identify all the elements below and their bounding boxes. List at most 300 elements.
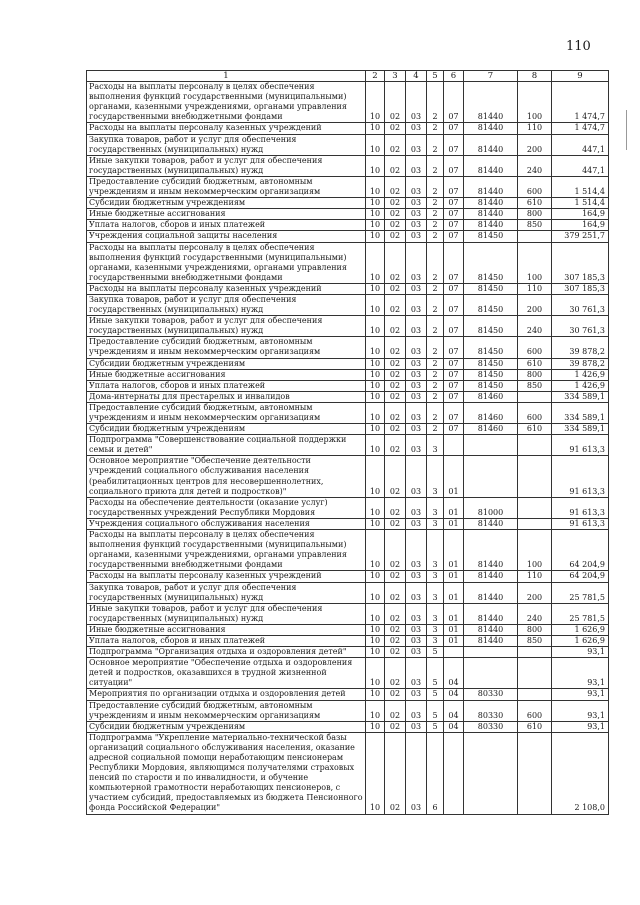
- amount-cell: 25 781,5: [552, 582, 609, 603]
- program-code-cell: 03: [406, 635, 427, 646]
- subsection-code-cell: 02: [385, 402, 406, 423]
- amount-cell: 164,9: [552, 220, 609, 231]
- section-code-cell: 10: [366, 176, 385, 197]
- direction-code-cell: 80330: [464, 700, 518, 721]
- table-row: [87, 732, 609, 814]
- table-row: [87, 582, 609, 603]
- event-code-cell: 07: [444, 242, 464, 283]
- amount-cell: 1 426,9: [552, 369, 609, 380]
- amount-cell: 379 251,7: [552, 231, 609, 242]
- section-code-cell: 10: [366, 700, 385, 721]
- subprogram-code-cell: 3: [427, 530, 444, 571]
- direction-code-cell: 81450: [464, 316, 518, 337]
- direction-code-cell: 81460: [464, 391, 518, 402]
- direction-code-cell: 81450: [464, 380, 518, 391]
- section-code-cell: 10: [366, 337, 385, 358]
- section-code-cell: 10: [366, 456, 385, 497]
- direction-code-cell: 81450: [464, 231, 518, 242]
- amount-cell: 1 426,9: [552, 380, 609, 391]
- subsection-code-cell: 02: [385, 647, 406, 658]
- section-code-cell: 10: [366, 658, 385, 689]
- subsection-code-cell: 02: [385, 658, 406, 689]
- program-code-cell: 03: [406, 424, 427, 435]
- row-name-cell: Основное мероприятие "Обеспечение отдыха и оздоровления детей и подростков, оказавшихся в трудной жизненной ситуации": [87, 658, 366, 689]
- header-cell: 1: [87, 71, 366, 82]
- section-code-cell: 10: [366, 155, 385, 176]
- amount-cell: 93,1: [552, 700, 609, 721]
- subprogram-code-cell: 3: [427, 582, 444, 603]
- row-name-cell: Основное мероприятие "Обеспечение деятельности учреждений социального обслуживания населения (реабилитационных центров для несовершеннолетних, социального приюта для детей и подростков)": [87, 456, 366, 497]
- program-code-cell: 03: [406, 231, 427, 242]
- section-code-cell: 10: [366, 283, 385, 294]
- table-row: [87, 242, 609, 283]
- subsection-code-cell: 02: [385, 369, 406, 380]
- subsection-code-cell: 02: [385, 220, 406, 231]
- section-code-cell: 10: [366, 435, 385, 456]
- table-row: [87, 700, 609, 721]
- expense-type-cell: 610: [518, 198, 552, 209]
- event-code-cell: 04: [444, 700, 464, 721]
- row-name-cell: Расходы на выплаты персоналу в целях обеспечения выполнения функций государственными (муниципальными) органами, казенными учреждениями, органами управления государственными внебюджетными фондами: [87, 530, 366, 571]
- table-row: [87, 424, 609, 435]
- event-code-cell: 07: [444, 209, 464, 220]
- amount-cell: 30 761,3: [552, 316, 609, 337]
- event-code-cell: 07: [444, 294, 464, 315]
- subsection-code-cell: 02: [385, 82, 406, 123]
- subsection-code-cell: 02: [385, 689, 406, 700]
- expense-type-cell: [518, 435, 552, 456]
- expense-type-cell: 200: [518, 582, 552, 603]
- program-code-cell: 03: [406, 155, 427, 176]
- expense-type-cell: 800: [518, 209, 552, 220]
- row-name-cell: Предоставление субсидий бюджетным, автономным учреждениям и иным некоммерческим организациям: [87, 700, 366, 721]
- subsection-code-cell: 02: [385, 337, 406, 358]
- row-name-cell: Субсидии бюджетным учреждениям: [87, 358, 366, 369]
- event-code-cell: 04: [444, 721, 464, 732]
- amount-cell: 91 613,3: [552, 435, 609, 456]
- table-row: [87, 155, 609, 176]
- program-code-cell: 03: [406, 603, 427, 624]
- expense-type-cell: 200: [518, 294, 552, 315]
- amount-cell: 1 626,9: [552, 624, 609, 635]
- amount-cell: 1 474,7: [552, 82, 609, 123]
- event-code-cell: 01: [444, 530, 464, 571]
- row-name-cell: Расходы на обеспечение деятельности (оказание услуг) государственных учреждений Республики Мордовия: [87, 497, 366, 518]
- row-name-cell: Иные закупки товаров, работ и услуг для обеспечения государственных (муниципальных) нужд: [87, 316, 366, 337]
- subprogram-code-cell: 2: [427, 380, 444, 391]
- table-row: [87, 134, 609, 155]
- section-code-cell: 10: [366, 402, 385, 423]
- row-name-cell: Предоставление субсидий бюджетным, автономным учреждениям и иным некоммерческим организациям: [87, 176, 366, 197]
- section-code-cell: 10: [366, 732, 385, 814]
- subsection-code-cell: 02: [385, 231, 406, 242]
- section-code-cell: 10: [366, 689, 385, 700]
- table-row: [87, 635, 609, 646]
- expense-type-cell: [518, 456, 552, 497]
- expense-type-cell: 110: [518, 123, 552, 134]
- event-code-cell: 07: [444, 155, 464, 176]
- program-code-cell: 03: [406, 571, 427, 582]
- program-code-cell: 03: [406, 530, 427, 571]
- program-code-cell: 03: [406, 220, 427, 231]
- row-name-cell: Иные закупки товаров, работ и услуг для обеспечения государственных (муниципальных) нужд: [87, 155, 366, 176]
- direction-code-cell: [464, 456, 518, 497]
- expense-type-cell: [518, 658, 552, 689]
- program-code-cell: 03: [406, 283, 427, 294]
- table-row: [87, 283, 609, 294]
- table-row: [87, 518, 609, 529]
- row-name-cell: Предоставление субсидий бюджетным, автономным учреждениям и иным некоммерческим организациям: [87, 402, 366, 423]
- row-name-cell: Иные бюджетные ассигнования: [87, 209, 366, 220]
- direction-code-cell: 81450: [464, 242, 518, 283]
- header-cell: 5: [427, 71, 444, 82]
- row-name-cell: Учреждения социального обслуживания населения: [87, 518, 366, 529]
- subsection-code-cell: 02: [385, 603, 406, 624]
- direction-code-cell: 81440: [464, 176, 518, 197]
- expense-type-cell: 240: [518, 603, 552, 624]
- section-code-cell: 10: [366, 721, 385, 732]
- expense-type-cell: 240: [518, 155, 552, 176]
- subprogram-code-cell: 2: [427, 220, 444, 231]
- event-code-cell: 01: [444, 456, 464, 497]
- section-code-cell: 10: [366, 134, 385, 155]
- section-code-cell: 10: [366, 624, 385, 635]
- table-row: [87, 456, 609, 497]
- program-code-cell: 03: [406, 123, 427, 134]
- event-code-cell: 07: [444, 231, 464, 242]
- event-code-cell: 01: [444, 624, 464, 635]
- row-name-cell: Закупка товаров, работ и услуг для обеспечения государственных (муниципальных) нужд: [87, 134, 366, 155]
- subsection-code-cell: 02: [385, 294, 406, 315]
- direction-code-cell: 81450: [464, 283, 518, 294]
- subprogram-code-cell: 2: [427, 176, 444, 197]
- subprogram-code-cell: 2: [427, 358, 444, 369]
- section-code-cell: 10: [366, 242, 385, 283]
- amount-cell: 64 204,9: [552, 571, 609, 582]
- expense-type-cell: [518, 647, 552, 658]
- subprogram-code-cell: 2: [427, 424, 444, 435]
- amount-cell: 1 626,9: [552, 635, 609, 646]
- program-code-cell: 03: [406, 242, 427, 283]
- event-code-cell: 07: [444, 283, 464, 294]
- event-code-cell: 07: [444, 402, 464, 423]
- expense-type-cell: 610: [518, 721, 552, 732]
- amount-cell: 39 878,2: [552, 337, 609, 358]
- section-code-cell: 10: [366, 380, 385, 391]
- table-row: [87, 231, 609, 242]
- row-name-cell: Уплата налогов, сборов и иных платежей: [87, 380, 366, 391]
- event-code-cell: [444, 732, 464, 814]
- event-code-cell: [444, 435, 464, 456]
- event-code-cell: 07: [444, 220, 464, 231]
- table-row: [87, 337, 609, 358]
- table-row: [87, 176, 609, 197]
- amount-cell: 1 514,4: [552, 198, 609, 209]
- amount-cell: 39 878,2: [552, 358, 609, 369]
- expense-type-cell: 240: [518, 316, 552, 337]
- row-name-cell: Расходы на выплаты персоналу в целях обеспечения выполнения функций государственными (муниципальными) органами, казенными учреждениями, органами управления государственными внебюджетными фондами: [87, 242, 366, 283]
- row-name-cell: Подпрограмма "Укрепление материально-технической базы организаций социального обслуживания населения, оказание адресной социальной помощи неработающим пенсионерам Республики Мордовия, являющимся получателями страховых пенсий по старости и по инвалидности, и обучение компьютерной грамотности неработающих пенсионеров, с участием субсидий, предоставляемых из бюджета Пенсионного фонда Российской Федерации": [87, 732, 366, 814]
- row-name-cell: Расходы на выплаты персоналу казенных учреждений: [87, 123, 366, 134]
- event-code-cell: 07: [444, 123, 464, 134]
- program-code-cell: 03: [406, 456, 427, 497]
- subprogram-code-cell: 2: [427, 337, 444, 358]
- row-name-cell: Субсидии бюджетным учреждениям: [87, 198, 366, 209]
- program-code-cell: 03: [406, 582, 427, 603]
- amount-cell: 334 589,1: [552, 391, 609, 402]
- amount-cell: 91 613,3: [552, 456, 609, 497]
- subprogram-code-cell: 3: [427, 603, 444, 624]
- row-name-cell: Расходы на выплаты персоналу казенных учреждений: [87, 571, 366, 582]
- expense-type-cell: [518, 391, 552, 402]
- subprogram-code-cell: 3: [427, 435, 444, 456]
- expense-type-cell: 600: [518, 700, 552, 721]
- expense-type-cell: 800: [518, 624, 552, 635]
- subprogram-code-cell: 2: [427, 155, 444, 176]
- program-code-cell: 03: [406, 337, 427, 358]
- program-code-cell: 03: [406, 198, 427, 209]
- section-code-cell: 10: [366, 497, 385, 518]
- table-row: [87, 369, 609, 380]
- event-code-cell: 04: [444, 658, 464, 689]
- table-row: [87, 316, 609, 337]
- table-row: [87, 294, 609, 315]
- subsection-code-cell: 02: [385, 283, 406, 294]
- row-name-cell: Закупка товаров, работ и услуг для обеспечения государственных (муниципальных) нужд: [87, 582, 366, 603]
- header-cell: 6: [444, 71, 464, 82]
- subsection-code-cell: 02: [385, 155, 406, 176]
- event-code-cell: 01: [444, 603, 464, 624]
- program-code-cell: 03: [406, 518, 427, 529]
- event-code-cell: 07: [444, 134, 464, 155]
- header-cell: 2: [366, 71, 385, 82]
- direction-code-cell: 81440: [464, 220, 518, 231]
- expense-type-cell: 100: [518, 82, 552, 123]
- event-code-cell: 07: [444, 424, 464, 435]
- subprogram-code-cell: 2: [427, 82, 444, 123]
- program-code-cell: 03: [406, 82, 427, 123]
- table-row: [87, 689, 609, 700]
- amount-cell: 25 781,5: [552, 603, 609, 624]
- program-code-cell: 03: [406, 369, 427, 380]
- subprogram-code-cell: 3: [427, 635, 444, 646]
- program-code-cell: 03: [406, 689, 427, 700]
- row-name-cell: Расходы на выплаты персоналу в целях обеспечения выполнения функций государственными (муниципальными) органами, казенными учреждениями, органами управления государственными внебюджетными фондами: [87, 82, 366, 123]
- table-row: [87, 198, 609, 209]
- subsection-code-cell: 02: [385, 134, 406, 155]
- section-code-cell: 10: [366, 82, 385, 123]
- program-code-cell: 03: [406, 732, 427, 814]
- direction-code-cell: [464, 732, 518, 814]
- direction-code-cell: 81440: [464, 518, 518, 529]
- subprogram-code-cell: 2: [427, 283, 444, 294]
- section-code-cell: 10: [366, 358, 385, 369]
- program-code-cell: 03: [406, 624, 427, 635]
- subprogram-code-cell: 2: [427, 316, 444, 337]
- event-code-cell: 07: [444, 380, 464, 391]
- event-code-cell: 01: [444, 571, 464, 582]
- event-code-cell: 07: [444, 82, 464, 123]
- section-code-cell: 10: [366, 231, 385, 242]
- row-name-cell: Закупка товаров, работ и услуг для обеспечения государственных (муниципальных) нужд: [87, 294, 366, 315]
- expense-type-cell: 600: [518, 402, 552, 423]
- expense-type-cell: 610: [518, 358, 552, 369]
- subsection-code-cell: 02: [385, 435, 406, 456]
- expense-type-cell: 600: [518, 176, 552, 197]
- expense-type-cell: [518, 689, 552, 700]
- header-cell: 7: [464, 71, 518, 82]
- table-row: [87, 220, 609, 231]
- row-name-cell: Подпрограмма "Совершенствование социальной поддержки семьи и детей": [87, 435, 366, 456]
- subprogram-code-cell: 3: [427, 497, 444, 518]
- event-code-cell: 01: [444, 497, 464, 518]
- direction-code-cell: 81440: [464, 123, 518, 134]
- section-code-cell: 10: [366, 391, 385, 402]
- amount-cell: 93,1: [552, 689, 609, 700]
- section-code-cell: 10: [366, 603, 385, 624]
- table-row: [87, 82, 609, 123]
- subsection-code-cell: 02: [385, 123, 406, 134]
- subsection-code-cell: 02: [385, 242, 406, 283]
- subprogram-code-cell: 5: [427, 647, 444, 658]
- program-code-cell: 03: [406, 700, 427, 721]
- amount-cell: 2 108,0: [552, 732, 609, 814]
- subsection-code-cell: 02: [385, 176, 406, 197]
- program-code-cell: 03: [406, 209, 427, 220]
- amount-cell: 307 185,3: [552, 242, 609, 283]
- section-code-cell: 10: [366, 294, 385, 315]
- direction-code-cell: 81460: [464, 402, 518, 423]
- table-row: [87, 571, 609, 582]
- subprogram-code-cell: 2: [427, 123, 444, 134]
- subsection-code-cell: 02: [385, 732, 406, 814]
- amount-cell: 64 204,9: [552, 530, 609, 571]
- row-name-cell: Учреждения социальной защиты населения: [87, 231, 366, 242]
- event-code-cell: 07: [444, 198, 464, 209]
- expense-type-cell: 800: [518, 369, 552, 380]
- expense-type-cell: 100: [518, 242, 552, 283]
- program-code-cell: 03: [406, 294, 427, 315]
- event-code-cell: 07: [444, 358, 464, 369]
- expense-type-cell: 200: [518, 134, 552, 155]
- event-code-cell: 07: [444, 369, 464, 380]
- row-name-cell: Мероприятия по организации отдыха и оздоровления детей: [87, 689, 366, 700]
- program-code-cell: 03: [406, 391, 427, 402]
- program-code-cell: 03: [406, 380, 427, 391]
- section-code-cell: 10: [366, 424, 385, 435]
- direction-code-cell: 81450: [464, 294, 518, 315]
- row-name-cell: Предоставление субсидий бюджетным, автономным учреждениям и иным некоммерческим организациям: [87, 337, 366, 358]
- amount-cell: 91 613,3: [552, 518, 609, 529]
- table-row: [87, 391, 609, 402]
- subsection-code-cell: 02: [385, 530, 406, 571]
- subsection-code-cell: 02: [385, 380, 406, 391]
- table-row: [87, 380, 609, 391]
- direction-code-cell: 81000: [464, 497, 518, 518]
- table-row: [87, 603, 609, 624]
- subsection-code-cell: 02: [385, 497, 406, 518]
- program-code-cell: 03: [406, 721, 427, 732]
- subprogram-code-cell: 3: [427, 518, 444, 529]
- header-cell: 3: [385, 71, 406, 82]
- section-code-cell: 10: [366, 518, 385, 529]
- row-name-cell: Иные бюджетные ассигнования: [87, 369, 366, 380]
- subprogram-code-cell: 2: [427, 198, 444, 209]
- subsection-code-cell: 02: [385, 358, 406, 369]
- program-code-cell: 03: [406, 316, 427, 337]
- amount-cell: 447,1: [552, 155, 609, 176]
- row-name-cell: Иные закупки товаров, работ и услуг для обеспечения государственных (муниципальных) нужд: [87, 603, 366, 624]
- section-code-cell: 10: [366, 582, 385, 603]
- direction-code-cell: [464, 658, 518, 689]
- direction-code-cell: 81440: [464, 155, 518, 176]
- event-code-cell: 07: [444, 176, 464, 197]
- subprogram-code-cell: 2: [427, 369, 444, 380]
- subsection-code-cell: 02: [385, 424, 406, 435]
- amount-cell: 307 185,3: [552, 283, 609, 294]
- program-code-cell: 03: [406, 134, 427, 155]
- subsection-code-cell: 02: [385, 624, 406, 635]
- section-code-cell: 10: [366, 571, 385, 582]
- table-row: [87, 209, 609, 220]
- page-number: 110: [566, 39, 591, 54]
- amount-cell: 447,1: [552, 134, 609, 155]
- expense-type-cell: [518, 231, 552, 242]
- event-code-cell: 07: [444, 316, 464, 337]
- section-code-cell: 10: [366, 530, 385, 571]
- table-row: [87, 647, 609, 658]
- program-code-cell: 03: [406, 358, 427, 369]
- subprogram-code-cell: 6: [427, 732, 444, 814]
- row-name-cell: Подпрограмма "Организация отдыха и оздоровления детей": [87, 647, 366, 658]
- table-row: [87, 658, 609, 689]
- subprogram-code-cell: 5: [427, 721, 444, 732]
- direction-code-cell: 81440: [464, 624, 518, 635]
- expense-type-cell: [518, 497, 552, 518]
- row-name-cell: Расходы на выплаты персоналу казенных учреждений: [87, 283, 366, 294]
- direction-code-cell: 81440: [464, 571, 518, 582]
- expense-type-cell: 600: [518, 337, 552, 358]
- subprogram-code-cell: 3: [427, 456, 444, 497]
- table-body: [87, 71, 609, 815]
- subsection-code-cell: 02: [385, 571, 406, 582]
- subsection-code-cell: 02: [385, 391, 406, 402]
- subsection-code-cell: 02: [385, 209, 406, 220]
- subsection-code-cell: 02: [385, 582, 406, 603]
- subprogram-code-cell: 2: [427, 391, 444, 402]
- direction-code-cell: 81450: [464, 369, 518, 380]
- section-code-cell: 10: [366, 635, 385, 646]
- direction-code-cell: [464, 647, 518, 658]
- direction-code-cell: 81450: [464, 337, 518, 358]
- amount-cell: 93,1: [552, 647, 609, 658]
- section-code-cell: 10: [366, 198, 385, 209]
- amount-cell: 1 514,4: [552, 176, 609, 197]
- subsection-code-cell: 02: [385, 635, 406, 646]
- table-row: [87, 123, 609, 134]
- expense-type-cell: 850: [518, 380, 552, 391]
- row-name-cell: Дома-интернаты для престарелых и инвалидов: [87, 391, 366, 402]
- program-code-cell: 03: [406, 435, 427, 456]
- event-code-cell: [444, 647, 464, 658]
- budget-table: [86, 70, 609, 815]
- amount-cell: 93,1: [552, 658, 609, 689]
- row-name-cell: Уплата налогов, сборов и иных платежей: [87, 220, 366, 231]
- subprogram-code-cell: 2: [427, 242, 444, 283]
- subprogram-code-cell: 2: [427, 134, 444, 155]
- event-code-cell: 07: [444, 337, 464, 358]
- program-code-cell: 03: [406, 647, 427, 658]
